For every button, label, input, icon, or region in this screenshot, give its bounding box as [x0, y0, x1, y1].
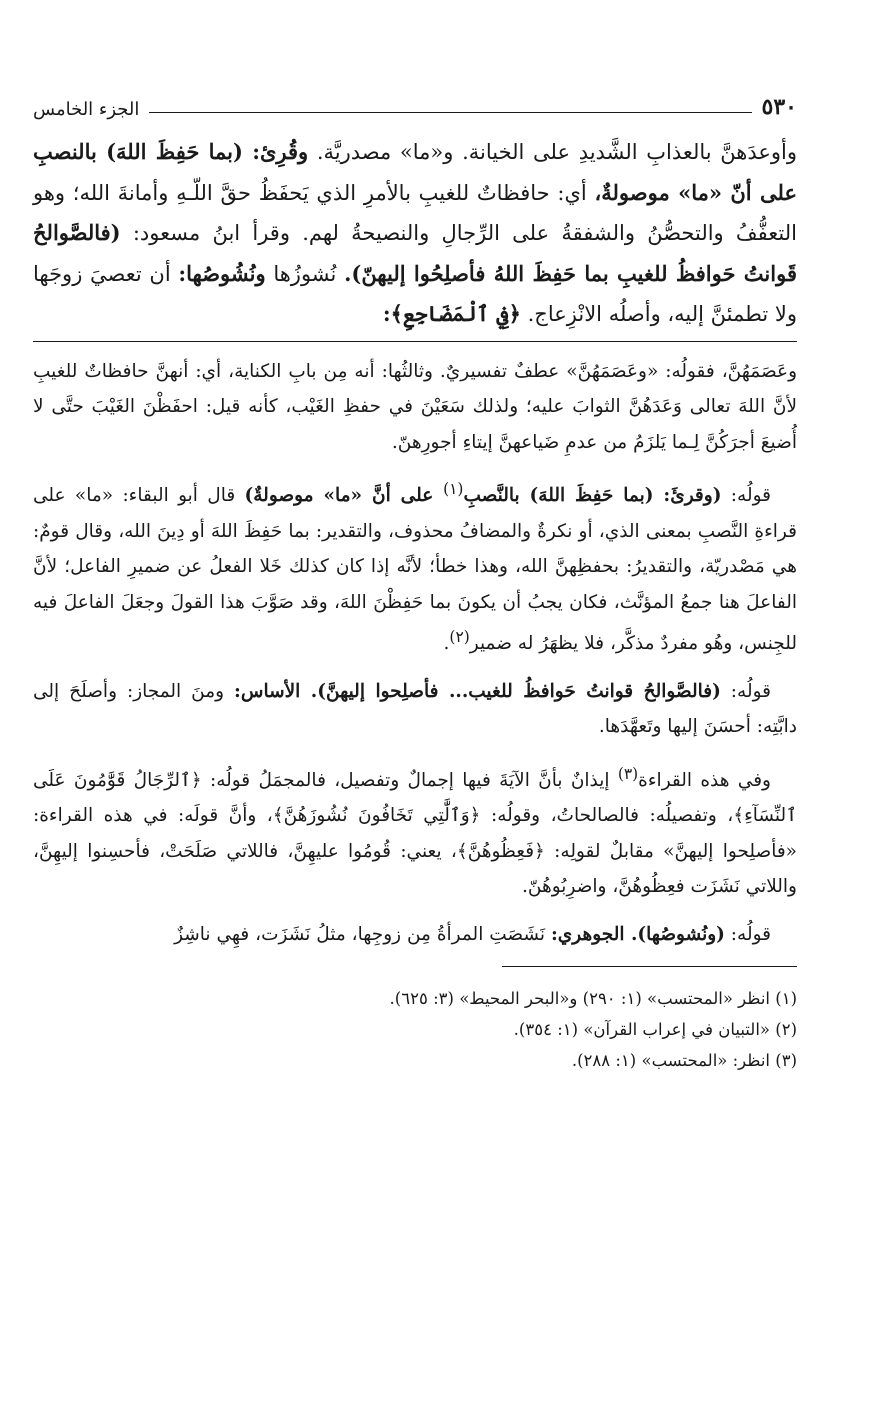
commentary-bold: على أنَّ «ما» موصولةٌ) [244, 485, 444, 507]
main-bold-segment: ونُشُوصُها: [178, 260, 266, 286]
book-page [33, 80, 797, 1076]
commentary-paragraph: وعَصَمَهُنَّ، فقولُه: «وعَصَمَهُنَّ» عطفٌ تفسيريٌ. وثالثُها: أنه مِن بابِ الكناية، أي: أنهنَّ حافظاتٌ للغيبِ لأنَّ اللهَ تعالى وَعَدَهُنَّ الثوابَ عليه؛ ولذلك سَعَيْنَ في حفظِ الغَيْب، كأنه قيل: احفَظْنَ الغَيْبَ حتَّى لا أُضيعَ أجرَكُنَّ لِـما يَلزَمُ من عدمِ ضَياعهنَّ إيتاءِ أجورِهنّ. [33, 360, 797, 453]
footnote-3: (٣) انظر: «المحتسب» (١: ٢٨٨). [571, 1051, 797, 1071]
main-bold-segment: وقُرِئ: (بما حَفِظَ اللهَ) بالنصبِ على أنّ «ما» موصولةٌ، [33, 139, 797, 205]
page-number: ٥٣٠ [761, 94, 797, 120]
footnote-2: (٢) «التبيان في إعراب القرآن» (١: ٣٥٤). [513, 1020, 797, 1040]
main-text-segment: أن تعصيَ زوجَها ولا تطمئنَّ إليه، وأصلُه الانْزِعاج. [33, 261, 797, 326]
commentary-segment: قال أبو البقاء: «ما» على قراءةِ النَّصبِ بمعنى الذي، أو نكرةٌ والمضافُ محذوف، والتقدير: بما حَفِظَ اللهَ أو دِينَ الله، وقال قومٌ: هي مَصْدريّة، والتقديرُ: بحفظِهنَّ الله، وهذا خطأ؛ لأنَّه إذا كان كذلك خَلا الفعلُ عن ضميرِ الفاعل؛ لأنَّ الفاعلَ هنا جمعُ المؤنَّث، فكان يجبُ أن يكونَ بما حَفِظْنَ اللهَ، وقد صَوَّبَ هذا القولَ وجعَلَ الفاعلَ فيه للجِنس، وهُو مفردٌ مذكَّر، فلا يظهَرُ له ضمير [33, 485, 797, 655]
commentary-text [33, 354, 797, 953]
commentary-paragraph [33, 472, 797, 662]
commentary-segment: إيذانٌ بأنَّ الآيَةَ فيها إجمالٌ وتفصيل، فالمجمَلُ قولُه: ﴿ٱلرِّجَالُ قَوَّٰمُونَ عَلَى ٱلنِّسَآءِ﴾، وتفصيلُه: فالصالحاتُ، وقولُه: ﴿وَٱلَّٰتِي تَخَافُونَ نُشُوزَهُنَّ﴾، وأنَّ قولَه: في هذه القراءة: «فأصلِحوا إليهنَّ» مقابلٌ لقولِه: ﴿فَعِظُوهُنَّ﴾، يعني: قُومُوا عليهِنَّ، فاللاتي صَلَحَتْ، فأحسِنوا إليهِنَّ، واللاتي نَشَزَت فعِظُوهُنَّ، واضرِبُوهُنّ. [33, 769, 797, 898]
footnote-ref: (١) [443, 480, 464, 498]
main-bold-segment: (فالصَّوالحُ قَوانتُ حَوافظُ للغيبِ بما حَفِظَ اللهُ فأصلِحُوا إليهنّ). [33, 220, 797, 286]
commentary-paragraph [33, 757, 797, 905]
footnote-ref: (٣) [617, 764, 639, 783]
commentary-bold: (وقرئَ: (بما حَفِظَ اللهَ) بالنَّصبِ [463, 485, 722, 507]
main-paragraph [33, 132, 797, 335]
main-text-segment: وأوعدَهنَّ بالعذابِ الشَّديدِ على الخيانة. و«ما» مصدريَّة. [308, 140, 798, 164]
header-rule [149, 112, 751, 113]
footnote-rule [502, 966, 797, 967]
commentary-lead: قولُه: [724, 923, 771, 945]
commentary-bold: (فالصَّوالحُ قوانتُ حَوافظُ للغيب... فأصلِحوا إليهنَّ). الأساس: [234, 680, 721, 702]
main-text [33, 132, 797, 335]
page-header [33, 80, 797, 120]
main-text-segment: أي: حافظاتٌ للغيبِ بالأمرِ الذي يَحفَظُ حقَّ اللّـهِ وأمانةَ الله؛ وهو التعفُّفُ والتحصُّنُ والشفقةُ على الرِّجالِ والنصيحةُ لهم. وقرأ ابنُ مسعود: [33, 180, 797, 245]
commentary-segment: نَشَصَتِ المرأةُ مِن زوجِها، مثلُ نَشَزَت، فهِي ناشِزٌ [174, 923, 551, 945]
commentary-segment: ومنَ المجاز: وأصلَحَ إلى دابَّتِه: أحسَنَ إليها وتَعهَّدَها. [33, 680, 797, 738]
commentary-lead: قولُه: [720, 680, 771, 702]
footnote-rule-holder [33, 966, 797, 967]
text-separator [33, 341, 797, 342]
commentary-segment: وفي هذه القراءة [638, 769, 771, 791]
commentary-segment: . [443, 633, 450, 655]
quran-quote: ﴿فِي ٱلْمَضَاجِعِ﴾: [382, 301, 521, 326]
commentary-paragraph [33, 674, 797, 745]
footnote-1: (١) انظر «المحتسب» (١: ٢٩٠) و«البحر المحيط» (٣: ٦٢٥). [389, 989, 797, 1009]
commentary-paragraph [33, 917, 797, 953]
running-title: الجزء الخامس [33, 99, 140, 120]
commentary-lead: قولُه: [721, 485, 771, 507]
commentary-bold: (ونُشوصُها). الجوهري: [550, 923, 725, 945]
footnote-ref: (٢) [449, 628, 470, 647]
main-text-segment: نُشوزُها [265, 261, 345, 286]
footnotes [33, 983, 797, 1076]
